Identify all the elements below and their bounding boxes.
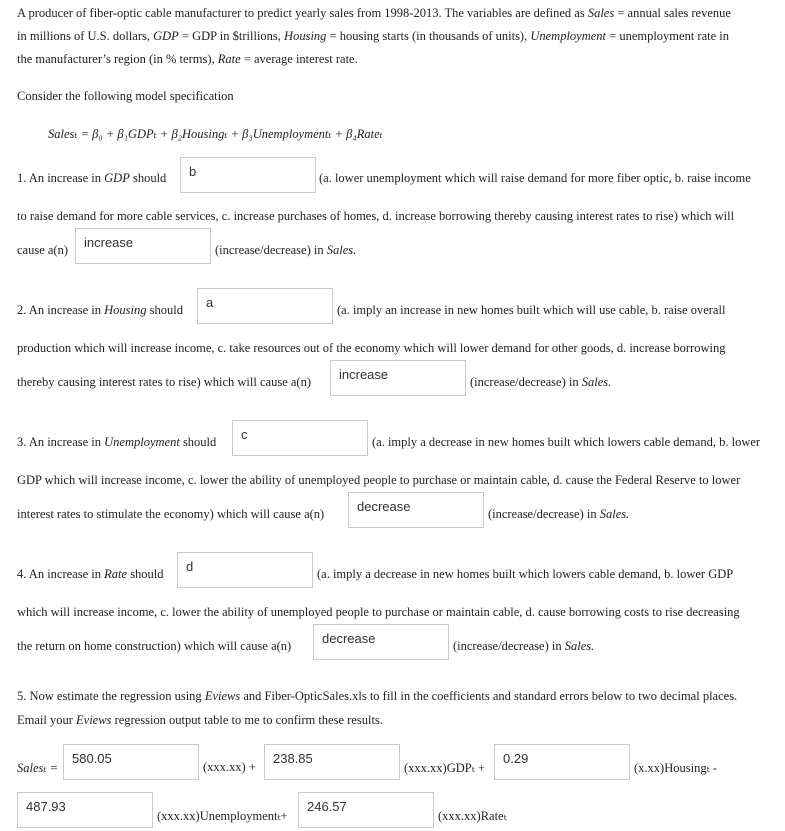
q4-text: should <box>127 567 164 581</box>
q2-var: Housing <box>104 303 147 317</box>
q2-options-line-1: (a. imply an increase in new homes built which will use cable, b. raise overall <box>337 303 726 317</box>
q3-prefix <box>17 435 216 450</box>
q1-direction-field[interactable] <box>75 228 211 264</box>
q4-answer-field[interactable] <box>177 552 313 588</box>
q4-sales-var: Sales. <box>564 639 595 653</box>
q1-options-line-1: (a. lower unemployment which will raise demand for more fiber optic, b. raise income <box>319 171 751 185</box>
q2-answer-value: a <box>206 295 214 310</box>
q4-suffix <box>453 639 594 654</box>
var-rate: Rate <box>217 52 241 66</box>
se-unemployment-label: (xxx.xx)Unemploymentₜ+ <box>157 809 288 823</box>
q1-options-line-2: to raise demand for more cable services, c. increase purchases of homes, d. increase borrowing thereby causing interest rates to rise) which will <box>17 209 735 223</box>
q4-answer-value: d <box>186 559 194 574</box>
q3-sales-var: Sales. <box>599 507 630 521</box>
q4-options-line-2: which will increase income, c. lower the ability of unemployed people to purchase or maintain cable, d. cause borrowing costs to rise decreasing <box>17 605 740 619</box>
se-rate-label: (xxx.xx)Rateₜ <box>438 809 507 823</box>
se-intercept-label: (xxx.xx) + <box>203 760 256 774</box>
q4-direction-value: decrease <box>322 631 376 646</box>
q4-text: 4. An increase in <box>17 567 105 581</box>
var-housing: Housing <box>284 29 327 43</box>
q1-text: 1. An increase in <box>17 171 105 185</box>
q4-prefix <box>17 567 164 582</box>
coef-housing-value: 0.29 <box>503 751 529 766</box>
q3-direction-value: decrease <box>357 499 411 514</box>
coef-gdp-field[interactable] <box>264 744 400 780</box>
coef-intercept-value: 580.05 <box>72 751 112 766</box>
intro-text: = GDP in $trillions, <box>178 29 285 43</box>
q1-var: GDP <box>104 171 130 185</box>
q2-text: 2. An increase in <box>17 303 105 317</box>
coef-intercept-field[interactable] <box>63 744 199 780</box>
q1-cause: cause a(n) <box>17 243 69 257</box>
q5-eviews: Eviews <box>204 689 241 703</box>
q4-options-line-1: (a. imply a decrease in new homes built which lowers cable demand, b. lower GDP <box>317 567 734 581</box>
q1-sales-var: Sales. <box>326 243 357 257</box>
intro-text: the manufacturer’s region (in % terms), <box>17 52 218 66</box>
q5-text: Email your <box>17 713 77 727</box>
coef-gdp-value: 238.85 <box>273 751 313 766</box>
intro-text: = average interest rate. <box>240 52 358 66</box>
q2-sales-var: Sales. <box>581 375 612 389</box>
intro-text: = unemployment rate in <box>606 29 730 43</box>
q5-eviews: Eviews <box>76 713 112 727</box>
q5-sales-label: Salesₜ = <box>17 761 59 775</box>
q2-options-line-3: thereby causing interest rates to rise) which will cause a(n) <box>17 375 311 389</box>
q2-direction-field[interactable] <box>330 360 466 396</box>
q4-text: (increase/decrease) in <box>453 639 565 653</box>
intro-text: A producer of fiber-optic cable manufacturer to predict yearly sales from 1998-2013. The variables are defined as <box>17 6 588 20</box>
q3-var: Unemployment <box>104 435 180 449</box>
q2-text: should <box>146 303 183 317</box>
q3-options-line-2: GDP which will increase income, c. lower the ability of unemployed people to purchase or maintain cable, d. cause the Federal Reserve to lower <box>17 473 741 487</box>
q2-text: (increase/decrease) in <box>470 375 582 389</box>
coef-rate-value: 246.57 <box>307 799 347 814</box>
intro-text: = housing starts (in thousands of units), <box>326 29 531 43</box>
var-sales: Sales <box>587 6 615 20</box>
q3-text: 3. An increase in <box>17 435 105 449</box>
var-unemployment: Unemployment <box>530 29 607 43</box>
q1-answer-value: b <box>189 164 197 179</box>
q3-options-line-1: (a. imply a decrease in new homes built which lowers cable demand, b. lower <box>372 435 761 449</box>
q3-options-line-3: interest rates to stimulate the economy) which will cause a(n) <box>17 507 325 521</box>
q1-text: should <box>129 171 167 185</box>
consider-text: Consider the following model specification <box>17 89 234 103</box>
se-housing-label: (x.xx)Housingₜ - <box>634 761 717 775</box>
q1-suffix <box>215 243 356 258</box>
q1-text: (increase/decrease) in <box>215 243 327 257</box>
q1-prefix <box>17 171 166 186</box>
intro-line-3 <box>17 52 358 67</box>
coef-unemployment-value: 487.93 <box>26 799 66 814</box>
q2-options-line-2: production which will increase income, c. take resources out of the economy which will lower demand for other goods, d. increase borrowing <box>17 341 726 355</box>
q2-direction-value: increase <box>339 367 389 382</box>
intro-line-2 <box>17 29 729 44</box>
q5-text: 5. Now estimate the regression using <box>17 689 205 703</box>
q1-answer-field[interactable] <box>180 157 316 193</box>
intro-line-1 <box>17 6 731 21</box>
coef-rate-field[interactable] <box>298 792 434 828</box>
q3-answer-value: c <box>241 427 248 442</box>
q5-line-1 <box>17 689 785 704</box>
q3-text: (increase/decrease) in <box>488 507 600 521</box>
intro-text: in millions of U.S. dollars, <box>17 29 154 43</box>
q5-text: regression output table to me to confirm these results. <box>111 713 383 727</box>
coef-housing-field[interactable] <box>494 744 630 780</box>
model-equation: Salesₜ = β₀ + β₁GDPₜ + β₂Housingₜ + β₃Unemploymentₜ + β₄Rateₜ <box>48 127 383 141</box>
q3-direction-field[interactable] <box>348 492 484 528</box>
q4-var: Rate <box>104 567 128 581</box>
q3-text: should <box>179 435 217 449</box>
q3-suffix <box>488 507 629 522</box>
q4-direction-field[interactable] <box>313 624 449 660</box>
intro-text: = annual sales revenue <box>614 6 731 20</box>
q3-answer-field[interactable] <box>232 420 368 456</box>
q1-direction-value: increase <box>84 235 134 250</box>
coef-unemployment-field[interactable] <box>17 792 153 828</box>
q2-suffix <box>470 375 611 390</box>
q2-prefix <box>17 303 183 318</box>
q4-options-line-3: the return on home construction) which will cause a(n) <box>17 639 292 653</box>
q5-line-2 <box>17 713 383 728</box>
q2-answer-field[interactable] <box>197 288 333 324</box>
q5-text: and Fiber-OpticSales.xls to fill in the coefficients and standard errors below to two decimal places. <box>240 689 738 703</box>
var-gdp: GDP <box>153 29 179 43</box>
se-gdp-label: (xxx.xx)GDPₜ + <box>404 761 485 775</box>
